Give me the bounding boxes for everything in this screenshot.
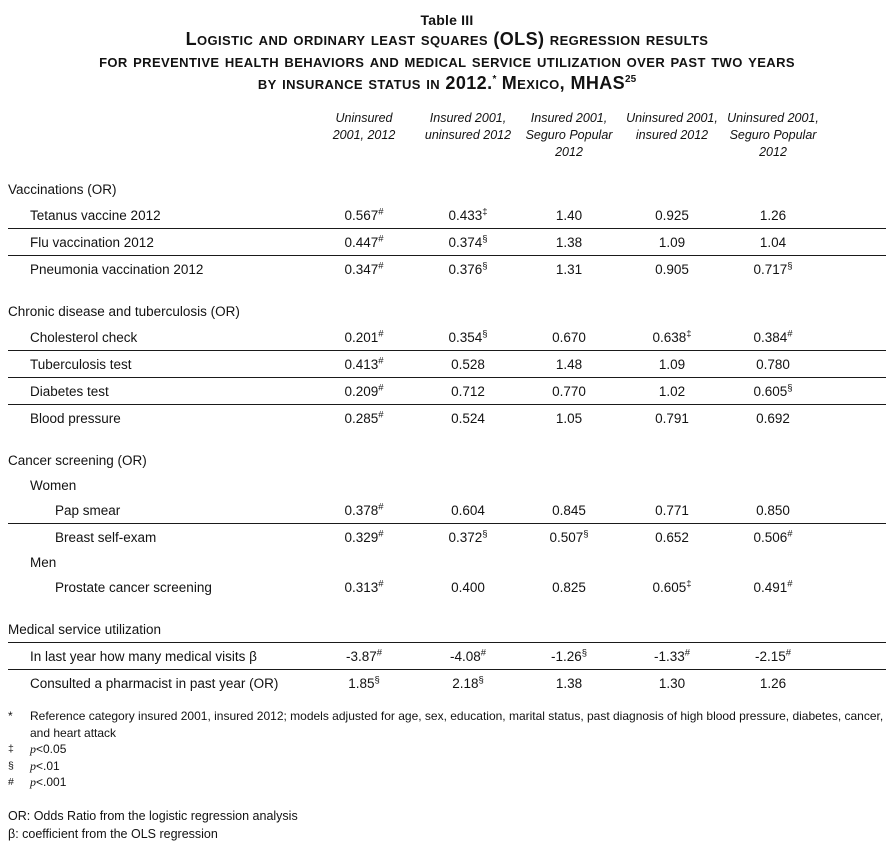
title-asterisk-superscript: * (492, 74, 497, 85)
footnote-symbol: # (8, 776, 14, 788)
gap-row (8, 282, 886, 299)
title-line3-pre: by insurance status in 2012. (257, 73, 493, 93)
empty-cells (308, 299, 886, 324)
table-row (8, 324, 886, 351)
row-label: Cholesterol check (30, 329, 138, 345)
significance-marker: § (482, 260, 488, 271)
significance-marker: § (482, 233, 488, 244)
cell-value: 0.372§ (448, 528, 488, 545)
spacer-cell (824, 574, 886, 600)
column-header (622, 110, 722, 177)
cell-value: 0.692 (756, 410, 790, 426)
row-label: In last year how many medical visits β (30, 648, 257, 664)
significance-marker: # (378, 206, 384, 217)
cell-value: 0.447# (344, 233, 384, 250)
cell-value: 0.354§ (448, 328, 488, 345)
significance-marker: # (785, 647, 792, 658)
footnotes (8, 708, 886, 843)
cell-value: 0.201# (344, 328, 384, 345)
cell-value: 0.347# (344, 260, 384, 277)
column-header (722, 110, 824, 177)
footnote-text: p<0.05 (30, 742, 67, 756)
row-label: Cancer screening (OR) (8, 453, 147, 468)
cell-value: -4.08# (449, 647, 487, 664)
gap-cell (8, 600, 886, 617)
footnote-text: p<.001 (30, 775, 67, 789)
cell-value: 0.605§ (753, 382, 793, 399)
cell-value: 0.433‡ (448, 206, 488, 223)
cell-value: 0.925 (655, 207, 689, 223)
cell-value: -3.87# (345, 647, 383, 664)
cell-value: 0.209# (344, 382, 384, 399)
cell-value: 1.38 (555, 675, 583, 691)
footnote-text: p<.01 (30, 758, 60, 773)
title-citation-superscript: 25 (625, 74, 637, 85)
table-title-line2: for preventive health behaviors and medical service utilization over past two years (99, 51, 795, 71)
column-header-line2: uninsured 2012 (424, 128, 512, 142)
cell-value: 0.638‡ (652, 328, 692, 345)
significance-marker: § (787, 382, 793, 393)
significance-marker: # (787, 328, 793, 339)
spacer-cell (824, 256, 886, 283)
cell-value: 0.329# (344, 528, 384, 545)
significance-marker: § (374, 674, 380, 685)
row-label: Breast self-exam (55, 529, 157, 545)
cell-value: 0.400 (451, 579, 485, 595)
gap-row (8, 431, 886, 448)
footnote-symbol: § (8, 759, 14, 772)
table-row (8, 574, 886, 600)
cell-value: -1.26§ (550, 647, 588, 664)
footnote-symbol: * (8, 709, 13, 723)
footnote (8, 741, 886, 758)
empty-cells (308, 550, 886, 574)
cell-value: 0.376§ (448, 260, 488, 277)
cell-value: 0.524 (451, 410, 485, 426)
column-header-line2: Seguro Popular 2012 (525, 128, 613, 159)
cell-value: 0.374§ (448, 233, 488, 250)
cell-value: 1.05 (555, 410, 583, 426)
cell-value: 0.850 (756, 502, 790, 518)
row-label: Tetanus vaccine 2012 (30, 207, 161, 223)
cell-value: 0.285# (344, 409, 384, 426)
spacer-cell (824, 524, 886, 551)
table-row (8, 497, 886, 524)
significance-marker: § (581, 647, 588, 658)
row-label: Diabetes test (30, 383, 109, 399)
spacer-cell (824, 351, 886, 378)
cell-value: 0.507§ (549, 528, 589, 545)
table-row (8, 229, 886, 256)
spacer-cell (824, 378, 886, 405)
cell-value: 1.26 (759, 675, 787, 691)
gap-cell (8, 431, 886, 448)
cell-value: 0.652 (655, 529, 689, 545)
row-label: Men (30, 554, 57, 570)
cell-value: 0.313# (344, 578, 384, 595)
cell-value: 1.85§ (348, 674, 380, 691)
table-body (8, 177, 886, 696)
table-row (8, 378, 886, 405)
cell-value: 1.38 (555, 234, 583, 250)
cell-value: 1.30 (658, 675, 686, 691)
footnote (8, 708, 886, 741)
row-label: Blood pressure (30, 410, 121, 426)
cell-value: 1.09 (658, 356, 686, 372)
row-label: Chronic disease and tuberculosis (OR) (8, 304, 240, 319)
significance-marker: ‡ (686, 328, 692, 339)
subsection-row (8, 550, 886, 574)
section-row (8, 617, 886, 643)
cell-value: 0.567# (344, 206, 384, 223)
column-header-row (8, 110, 886, 177)
cell-value: 0.528 (451, 356, 485, 372)
cell-value: 1.04 (759, 234, 787, 250)
cell-value: 1.48 (555, 356, 583, 372)
cell-value: 1.26 (759, 207, 787, 223)
spacer-cell (824, 643, 886, 670)
column-header (516, 110, 622, 177)
cell-value: 0.771 (655, 502, 689, 518)
table-row (8, 351, 886, 378)
empty-cells (308, 448, 886, 473)
significance-marker: § (787, 260, 793, 271)
gap-cell (8, 282, 886, 299)
significance-marker: # (378, 328, 384, 339)
significance-marker: # (787, 578, 793, 589)
significance-marker: # (378, 260, 384, 271)
column-header (308, 110, 420, 177)
significance-marker: # (378, 355, 384, 366)
cell-value: 0.770 (552, 383, 586, 399)
empty-cells (308, 617, 886, 643)
table-row (8, 524, 886, 551)
table-title-block (8, 12, 886, 98)
row-label: Vaccinations (OR) (8, 182, 117, 197)
table-title-line1: Logistic and ordinary least squares (OLS) regression results (185, 29, 709, 49)
abbreviation-definition: OR: Odds Ratio from the logistic regression analysis (8, 808, 298, 823)
significance-marker: § (482, 328, 488, 339)
spacer-cell (824, 497, 886, 524)
table-row (8, 670, 886, 697)
cell-value: 0.845 (552, 502, 586, 518)
footnote (8, 774, 886, 791)
cell-value: 1.31 (555, 261, 583, 277)
row-label: Women (30, 477, 77, 493)
cell-value: 0.905 (655, 261, 689, 277)
table-number: Table III (420, 12, 474, 28)
cell-value: 0.712 (451, 383, 485, 399)
column-header-line1: Uninsured (335, 111, 393, 125)
significance-marker: § (482, 528, 488, 539)
cell-value: 1.40 (555, 207, 583, 223)
cell-value: 0.506# (753, 528, 793, 545)
cell-value: -1.33# (653, 647, 691, 664)
empty-cells (308, 473, 886, 497)
significance-marker: # (480, 647, 487, 658)
significance-marker: # (378, 409, 384, 420)
column-header-line2: insured 2012 (635, 128, 709, 142)
column-header-line1: Uninsured 2001, (626, 111, 718, 125)
significance-marker: ‡ (686, 578, 692, 589)
row-label: Flu vaccination 2012 (30, 234, 154, 250)
spacer-header (824, 110, 886, 177)
significance-marker: # (787, 528, 793, 539)
cell-value: 0.491# (753, 578, 793, 595)
significance-marker: # (378, 528, 384, 539)
section-row (8, 177, 886, 202)
cell-value: 1.02 (658, 383, 686, 399)
column-header-line1: Insured 2001, (530, 111, 608, 125)
cell-value: 0.791 (655, 410, 689, 426)
footnote (8, 758, 886, 775)
footnote-text: Reference category insured 2001, insured 2012; models adjusted for age, sex, education, marital status, past diagnosis of high blood pressure, diabetes, cancer, and heart attack (30, 709, 884, 740)
spacer-cell (824, 405, 886, 432)
cell-value: 0.670 (552, 329, 586, 345)
row-label: Medical service utilization (8, 622, 162, 637)
column-header-line2: 2001, 2012 (332, 128, 396, 142)
spacer-cell (824, 202, 886, 229)
cell-value: 0.378# (344, 501, 384, 518)
significance-marker: # (378, 382, 384, 393)
table-title-line3 (8, 72, 886, 98)
column-header-line1: Uninsured 2001, (727, 111, 819, 125)
row-label: Pneumonia vaccination 2012 (30, 261, 204, 277)
column-header-line1: Insured 2001, (429, 111, 507, 125)
italic-p: p (30, 758, 36, 773)
cell-value: 0.413# (344, 355, 384, 372)
abbreviation-definitions (8, 807, 886, 843)
column-header (420, 110, 516, 177)
cell-value: 0.604 (451, 502, 485, 518)
row-label: Consulted a pharmacist in past year (OR) (30, 675, 279, 691)
row-label: Prostate cancer screening (55, 579, 212, 595)
results-table (8, 110, 886, 696)
significance-marker: ‡ (482, 206, 488, 217)
significance-marker: # (376, 647, 383, 658)
significance-marker: # (378, 233, 384, 244)
cell-value: 0.605‡ (652, 578, 692, 595)
significance-marker: # (684, 647, 691, 658)
row-label-header (8, 110, 308, 177)
cell-value: 2.18§ (452, 674, 484, 691)
cell-value: -2.15# (754, 647, 792, 664)
significance-marker: # (378, 578, 384, 589)
subsection-row (8, 473, 886, 497)
table-row (8, 256, 886, 283)
cell-value: 0.384# (753, 328, 793, 345)
column-header-line2: Seguro Popular 2012 (729, 128, 817, 159)
cell-value: 0.717§ (753, 260, 793, 277)
row-label: Tuberculosis test (30, 356, 132, 372)
table-row (8, 405, 886, 432)
spacer-cell (824, 670, 886, 697)
italic-p: p (30, 775, 36, 789)
section-row (8, 299, 886, 324)
significance-marker: # (378, 501, 384, 512)
spacer-cell (824, 324, 886, 351)
italic-p: p (30, 742, 36, 756)
gap-row (8, 600, 886, 617)
abbreviation-definition: β: coefficient from the OLS regression (8, 826, 218, 841)
empty-cells (308, 177, 886, 202)
cell-value: 1.09 (658, 234, 686, 250)
table-head (8, 110, 886, 177)
section-row (8, 448, 886, 473)
cell-value: 0.780 (756, 356, 790, 372)
significance-marker: § (478, 674, 484, 685)
row-label: Pap smear (55, 502, 121, 518)
cell-value: 0.825 (552, 579, 586, 595)
table-row (8, 202, 886, 229)
table-row (8, 643, 886, 670)
significance-marker: § (583, 528, 589, 539)
title-line3-mid: Mexico, MHAS (496, 73, 626, 93)
footnote-symbol: ‡ (8, 743, 14, 755)
spacer-cell (824, 229, 886, 256)
